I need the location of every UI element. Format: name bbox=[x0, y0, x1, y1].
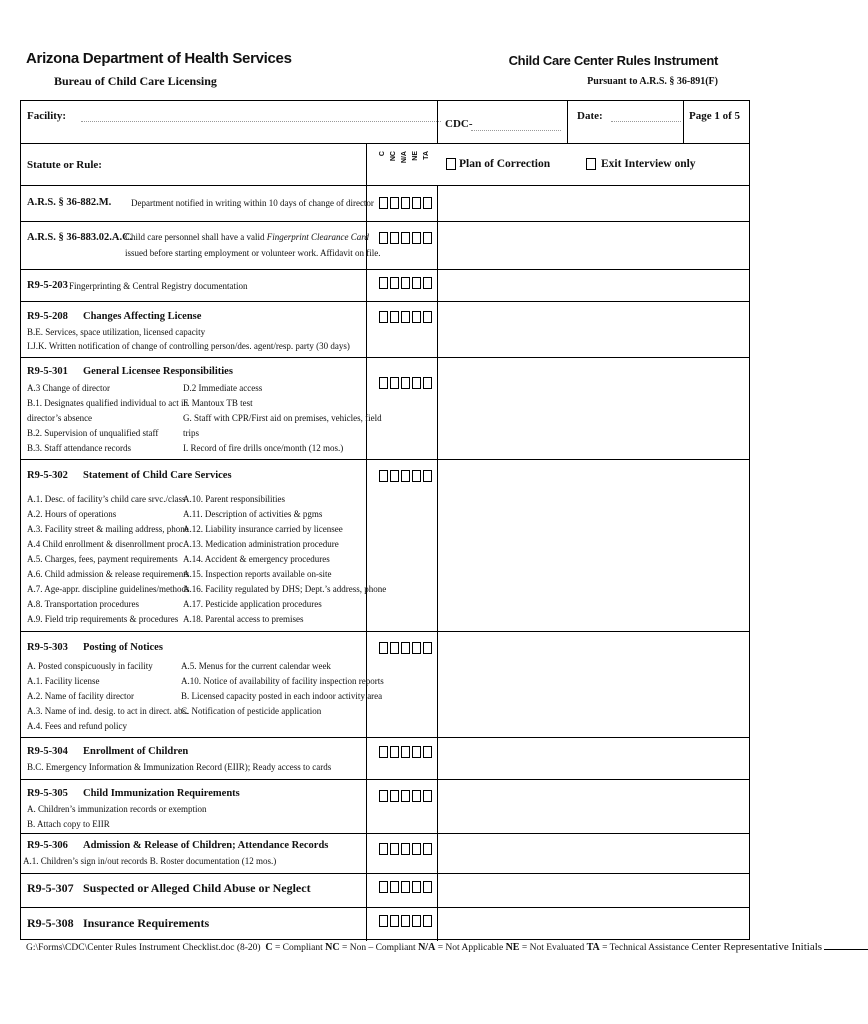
legend-ne-text: = Not Evaluated bbox=[519, 943, 587, 953]
col-na: N/A bbox=[401, 151, 408, 164]
footer-path: G:\Forms\CDC\Center Rules Instrument Checklist.doc (8-20) bbox=[26, 943, 261, 953]
plan-checkbox[interactable] bbox=[446, 158, 456, 170]
row5-code: R9-5-301 bbox=[27, 366, 68, 377]
row5-right-1: F. Mantoux TB test bbox=[183, 398, 253, 408]
date-field[interactable] bbox=[611, 121, 681, 123]
row5-left-0: A.3 Change of director bbox=[27, 383, 110, 393]
legend-ta: TA bbox=[586, 942, 600, 953]
row9-code: R9-5-305 bbox=[27, 788, 68, 799]
row11-checkboxes[interactable] bbox=[379, 881, 432, 893]
row7-right-0: A.5. Menus for the current calendar week bbox=[181, 661, 331, 671]
row6-right-7: A.17. Pesticide application procedures bbox=[183, 599, 322, 609]
legend-ta-text: = Technical Assistance bbox=[599, 943, 692, 953]
row10-line1: A.1. Children’s sign in/out records B. Roster documentation (12 mos.) bbox=[23, 856, 277, 866]
row6-right-3: A.13. Medication administration procedure bbox=[183, 539, 339, 549]
col-ne: NE bbox=[412, 151, 419, 161]
row6-checkboxes[interactable] bbox=[379, 470, 432, 482]
row7-title: Posting of Notices bbox=[83, 642, 163, 653]
row6-left-2: A.3. Facility street & mailing address, phone bbox=[27, 524, 189, 534]
row7-left-4: A.4. Fees and refund policy bbox=[27, 721, 127, 731]
row10-code: R9-5-306 bbox=[27, 840, 68, 851]
row4-title: Changes Affecting License bbox=[83, 311, 202, 322]
row1-checkboxes[interactable] bbox=[379, 197, 432, 209]
row6-left-5: A.6. Child admission & release requirements bbox=[27, 569, 190, 579]
exit-label: Exit Interview only bbox=[601, 158, 696, 170]
row7-right-1: A.10. Notice of availability of facility inspection reports bbox=[181, 676, 384, 686]
row5-checkboxes[interactable] bbox=[379, 377, 432, 389]
row3-checkboxes[interactable] bbox=[379, 277, 432, 289]
row2-text2: issued before starting employment or volunteer work. Affidavit on file. bbox=[125, 248, 381, 258]
row5-left-2: director’s absence bbox=[27, 413, 93, 423]
row6-right-4: A.14. Accident & emergency procedures bbox=[183, 554, 330, 564]
legend-na-text: = Not Applicable bbox=[435, 943, 506, 953]
row9-line2: B. Attach copy to EIIR bbox=[27, 819, 110, 829]
row4-line2: I.J.K. Written notification of change of controlling person/des. agent/resp. party (30 days) bbox=[27, 341, 350, 351]
row7-left-1: A.1. Facility license bbox=[27, 676, 100, 686]
row6-left-1: A.2. Hours of operations bbox=[27, 509, 117, 519]
row4-checkboxes[interactable] bbox=[379, 311, 432, 323]
row8-title: Enrollment of Children bbox=[83, 746, 189, 757]
initials-line[interactable] bbox=[824, 949, 868, 950]
row6-code: R9-5-302 bbox=[27, 470, 68, 481]
row6-right-8: A.18. Parental access to premises bbox=[183, 614, 304, 624]
row6-left-8: A.9. Field trip requirements & procedures bbox=[27, 614, 179, 624]
statute-label: Statute or Rule: bbox=[27, 159, 102, 171]
row4-line1: B.E. Services, space utilization, licensed capacity bbox=[27, 327, 206, 337]
row6-left-4: A.5. Charges, fees, payment requirements bbox=[27, 554, 178, 564]
row6-title: Statement of Child Care Services bbox=[83, 470, 232, 481]
row1-text: Department notified in writing within 10 days of change of director bbox=[131, 198, 374, 208]
row7-right-2: B. Licensed capacity posted in each indoor activity area bbox=[181, 691, 383, 701]
row1-code: A.R.S. § 36-882.M. bbox=[27, 197, 112, 208]
initials-label: Center Representative Initials bbox=[691, 941, 823, 953]
row7-right-3: C. Notification of pesticide application bbox=[181, 706, 322, 716]
row12-code: R9-5-308 bbox=[27, 916, 74, 930]
row8-checkboxes[interactable] bbox=[379, 746, 432, 758]
row6-left-3: A.4 Child enrollment & disenrollment proc. bbox=[27, 539, 186, 549]
facility-field[interactable] bbox=[81, 121, 441, 123]
row6-left-0: A.1. Desc. of facility’s child care srvc./class bbox=[27, 494, 186, 504]
row5-right-3: trips bbox=[183, 428, 200, 438]
row9-checkboxes[interactable] bbox=[379, 790, 432, 802]
row5-right-2: G. Staff with CPR/First aid on premises, vehicles, field bbox=[183, 413, 382, 423]
footer bbox=[26, 941, 868, 953]
row6-left-7: A.8. Transportation procedures bbox=[27, 599, 139, 609]
row6-right-5: A.15. Inspection reports available on-site bbox=[183, 569, 332, 579]
date-label: Date: bbox=[577, 110, 603, 122]
agency-title: Arizona Department of Health Services bbox=[26, 50, 292, 67]
row12-checkboxes[interactable] bbox=[379, 915, 432, 927]
row6-right-6: A.16. Facility regulated by DHS; Dept.’s address, phone bbox=[183, 584, 387, 594]
legend-nc-text: = Non – Compliant bbox=[339, 943, 419, 953]
row3-text: Fingerprinting & Central Registry documentation bbox=[69, 281, 248, 291]
row11-title: Suspected or Alleged Child Abuse or Neglect bbox=[83, 881, 311, 895]
form-table bbox=[20, 100, 750, 940]
page-number: Page 1 of 5 bbox=[689, 110, 741, 122]
row6-right-2: A.12. Liability insurance carried by licensee bbox=[183, 524, 343, 534]
row7-checkboxes[interactable] bbox=[379, 642, 432, 654]
row5-right-4: I. Record of fire drills once/month (12 mos.) bbox=[183, 443, 344, 453]
row6-right-1: A.11. Description of activities & pgms bbox=[183, 509, 323, 519]
row3-code: R9-5-203 bbox=[27, 280, 68, 291]
row6-left-6: A.7. Age-appr. discipline guidelines/methods bbox=[27, 584, 190, 594]
row5-left-1: B.1. Designates qualified individual to act in bbox=[27, 398, 188, 408]
legend-c-text: = Compliant bbox=[272, 943, 326, 953]
row5-title: General Licensee Responsibilities bbox=[83, 366, 233, 377]
legend-c: C bbox=[265, 942, 273, 953]
instrument-title: Child Care Center Rules Instrument bbox=[508, 53, 718, 68]
pursuant-line: Pursuant to A.R.S. § 36-891(F) bbox=[587, 76, 718, 87]
row5-left-4: B.3. Staff attendance records bbox=[27, 443, 132, 453]
row2-checkboxes[interactable] bbox=[379, 232, 432, 244]
row9-line1: A. Children’s immunization records or exemption bbox=[27, 804, 207, 814]
row6-right-0: A.10. Parent responsibilities bbox=[183, 494, 285, 504]
row2-code: A.R.S. § 36-883.02.A.C. bbox=[27, 232, 133, 243]
row7-left-3: A.3. Name of ind. desig. to act in direct. abs. bbox=[27, 706, 189, 716]
row10-checkboxes[interactable] bbox=[379, 843, 432, 855]
row10-title: Admission & Release of Children; Attendance Records bbox=[83, 840, 329, 851]
row2-text: Child care personnel shall have a valid Fingerprint Clearance Card bbox=[125, 232, 369, 242]
facility-label: Facility: bbox=[27, 110, 67, 122]
legend-nc: NC bbox=[325, 942, 340, 953]
row5-right-0: D.2 Immediate access bbox=[183, 383, 263, 393]
legend-ne: NE bbox=[505, 942, 520, 953]
cdc-field[interactable] bbox=[471, 130, 561, 132]
legend-na: N/A bbox=[418, 942, 436, 953]
row4-code: R9-5-208 bbox=[27, 311, 68, 322]
col-c: C bbox=[379, 151, 386, 157]
row8-code: R9-5-304 bbox=[27, 746, 68, 757]
row9-title: Child Immunization Requirements bbox=[83, 788, 240, 799]
col-ta: TA bbox=[423, 151, 430, 160]
row5-left-3: B.2. Supervision of unqualified staff bbox=[27, 428, 159, 438]
row12-title: Insurance Requirements bbox=[83, 916, 210, 930]
row11-code: R9-5-307 bbox=[27, 881, 74, 895]
col-nc: NC bbox=[390, 151, 397, 162]
cdc-label: CDC- bbox=[445, 118, 473, 130]
row7-left-2: A.2. Name of facility director bbox=[27, 691, 134, 701]
row7-left-0: A. Posted conspicuously in facility bbox=[27, 661, 153, 671]
bureau-name: Bureau of Child Care Licensing bbox=[54, 74, 217, 88]
plan-label: Plan of Correction bbox=[459, 158, 551, 170]
row7-code: R9-5-303 bbox=[27, 642, 68, 653]
row8-line1: B.C. Emergency Information & Immunization Record (EIIR); Ready access to cards bbox=[27, 762, 332, 772]
exit-checkbox[interactable] bbox=[586, 158, 596, 170]
